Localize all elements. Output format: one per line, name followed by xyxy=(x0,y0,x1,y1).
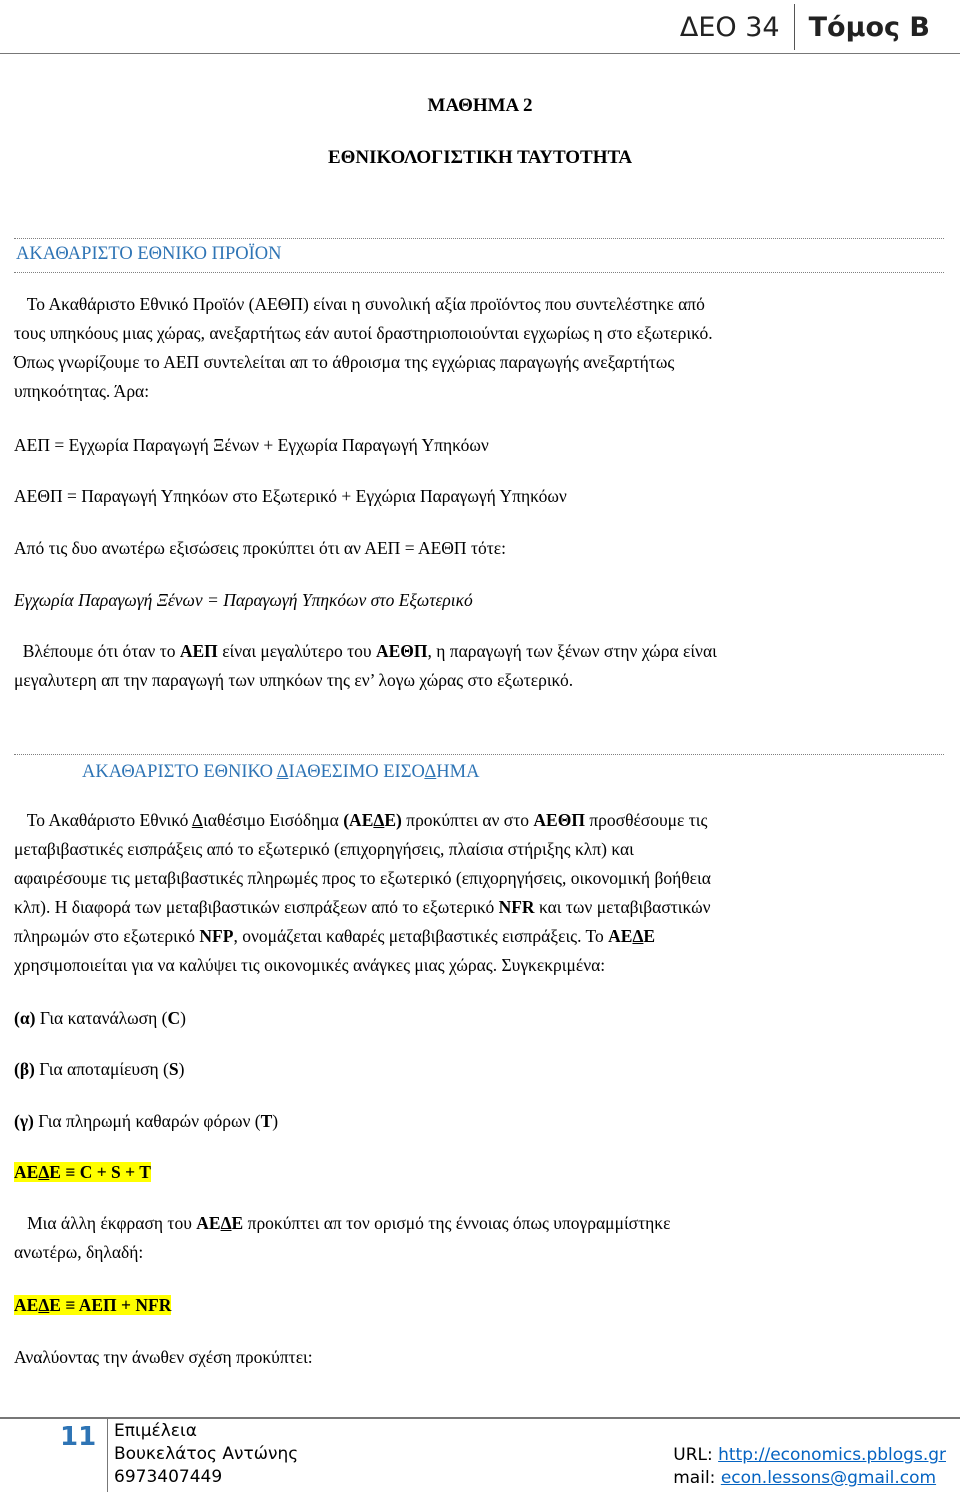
item-label: (β) xyxy=(14,1059,35,1079)
item-symbol: C xyxy=(167,1008,181,1028)
section1-paragraph xyxy=(14,290,944,406)
footer-contact-block xyxy=(673,1444,946,1490)
text-span: ΑΕ xyxy=(608,926,633,946)
text-span: Ε xyxy=(231,1213,244,1233)
section1-paragraph2 xyxy=(14,637,944,695)
underlined-letter: Δ xyxy=(38,1162,50,1182)
text-line: Όπως γνωρίζουμε το ΑΕΠ συντελείται απ το άθροισμα της εγχώριας παραγωγής ανεξαρτήτως xyxy=(14,352,675,372)
text-span: Για πληρωμή καθαρών φόρων ( xyxy=(33,1111,261,1131)
underlined-letter: Δ xyxy=(220,1213,232,1233)
text-line xyxy=(14,922,944,951)
bold-term xyxy=(608,926,655,946)
text-span: , ονομάζεται καθαρές μεταβιβαστικές εισπράξεις. Το xyxy=(233,926,609,946)
text-span: προσθέσουμε τις xyxy=(584,810,708,830)
text-span: Ε ≡ ΑΕΠ + NFR xyxy=(49,1295,172,1315)
equation-conclusion: Από τις δυο ανωτέρω εξισώσεις προκύπτει ότι αν ΑΕΠ = ΑΕΘΠ τότε: xyxy=(14,538,506,558)
item-label: (α) xyxy=(14,1008,36,1028)
section2-paragraph xyxy=(14,806,944,980)
author-phone: 6973407449 xyxy=(114,1467,223,1487)
heading-underlined: Δ xyxy=(276,762,289,782)
highlighted-formula xyxy=(14,1162,151,1182)
text-span: είναι μεγαλύτερο του xyxy=(217,641,376,661)
list-item xyxy=(14,1107,944,1136)
equation-gdp: ΑΕΠ = Εγχωρία Παραγωγή Ξένων + Εγχωρία Παραγωγή Υπηκόων xyxy=(14,435,489,455)
text-line: μεταβιβαστικές εισπράξεις από το εξωτερικό (επιχορηγήσεις, πλαίσια στήριξης κλπ) και xyxy=(14,839,634,859)
text-line: υπηκοότητας. Άρα: xyxy=(14,381,150,401)
page-header xyxy=(680,0,960,54)
url-label: URL: xyxy=(673,1445,719,1465)
list-item xyxy=(14,1004,944,1033)
volume-label: Τόμος Β xyxy=(808,11,930,43)
text-span: πληρωμών στο εξωτερικό xyxy=(14,926,200,946)
text-line: ανωτέρω, δηλαδή: xyxy=(14,1242,144,1262)
text-span: ΑΕ xyxy=(14,1162,39,1182)
section1-heading: ΑΚΑΘΑΡΙΣΤΟ ΕΘΝΙΚΟ ΠΡΟΪΟΝ xyxy=(16,244,282,264)
text-span: προκύπτει απ τον ορισμό της έννοιας όπως υπογραμμίστηκε xyxy=(243,1213,671,1233)
text-line xyxy=(14,893,944,922)
formula-identity-1 xyxy=(14,1158,944,1187)
closing-line: Αναλύοντας την άνωθεν σχέση προκύπτει: xyxy=(14,1347,313,1367)
footer-rule xyxy=(0,1417,960,1419)
item-symbol: S xyxy=(168,1059,179,1079)
text-span: Ε) xyxy=(384,810,402,830)
author-name: Βουκελάτος Αντώνης xyxy=(114,1444,299,1464)
section1-bottom-rule xyxy=(14,272,944,273)
underlined-letter: Δ xyxy=(191,810,204,830)
text-span: κλπ). Η διαφορά των μεταβιβαστικών εισπράξεων από το εξωτερικό xyxy=(14,897,499,917)
text-span: Μια άλλη έκφραση του xyxy=(14,1213,197,1233)
text-line: τους υπηκόους μιας χώρας, ανεξαρτήτως εάν αυτοί δραστηριοποιούνται εγχωρίως η στο εξωτερικό. xyxy=(14,323,713,343)
text-span: Ε xyxy=(643,926,656,946)
course-code: ΔΕΟ 34 xyxy=(679,11,780,43)
item-symbol: T xyxy=(260,1111,273,1131)
text-line: αφαιρέσουμε τις μεταβιβαστικές πληρωμές προς το εξωτερικό (επιχορηγήσεις, οικονομική βοήθεια xyxy=(14,868,711,888)
text-span: ) xyxy=(180,1008,186,1028)
text-line xyxy=(14,1209,944,1238)
care-label: Επιμέλεια xyxy=(114,1421,197,1441)
list-item xyxy=(14,1055,944,1084)
text-span: ΑΕ xyxy=(14,1295,39,1315)
underlined-letter: Δ xyxy=(38,1295,50,1315)
footer-separator xyxy=(107,1419,108,1492)
section1-top-rule xyxy=(14,238,944,239)
url-line xyxy=(673,1444,946,1467)
text-span: και των μεταβιβαστικών xyxy=(534,897,711,917)
text-line: χρησιμοποιείται για να καλύψει τις οικονομικές ανάγκες μιας χώρας. Συγκεκριμένα: xyxy=(14,955,606,975)
item-label: (γ) xyxy=(14,1111,34,1131)
footer-author-block xyxy=(114,1420,298,1489)
lesson-number: ΜΑΘΗΜΑ 2 xyxy=(427,95,533,116)
mail-link[interactable]: econ.lessons@gmail.com xyxy=(720,1468,937,1488)
text-span: , η παραγωγή των ξένων στην χώρα είναι xyxy=(427,641,717,661)
heading-text: ΗΜΑ xyxy=(436,762,480,782)
text-span: ιαθέσιμο Εισόδημα xyxy=(203,810,344,830)
mail-label: mail: xyxy=(673,1468,721,1488)
text-span: Για κατανάλωση ( xyxy=(35,1008,168,1028)
equation-gnp: ΑΕΘΠ = Παραγωγή Υπηκόων στο Εξωτερικό + Εγχώρια Παραγωγή Υπηκόων xyxy=(14,486,567,506)
text-span: Για αποταμίευση ( xyxy=(34,1059,169,1079)
text-span: Το Ακαθάριστο Εθνικό xyxy=(14,810,192,830)
section2-heading xyxy=(82,762,479,783)
heading-underlined: Δ xyxy=(424,762,437,782)
text-span: Ε ≡ C + S + T xyxy=(49,1162,151,1182)
page-number: 11 xyxy=(60,1422,97,1452)
bold-term: NFR xyxy=(498,897,535,917)
bold-term: NFP xyxy=(199,926,234,946)
mail-line xyxy=(673,1467,946,1490)
equation-result: Εγχωρία Παραγωγή Ξένων = Παραγωγή Υπηκόων στο Εξωτερικό xyxy=(14,590,473,610)
text-line: Το Ακαθάριστο Εθνικό Προϊόν (ΑΕΘΠ) είναι η συνολική αξία προϊόντος που συντελέστηκε από xyxy=(14,294,705,314)
text-line xyxy=(14,637,944,666)
text-line xyxy=(14,806,944,835)
section2-top-rule xyxy=(14,754,944,755)
text-span: ) xyxy=(178,1059,185,1079)
header-rule xyxy=(0,53,960,54)
text-span: προκύπτει αν στο xyxy=(401,810,534,830)
text-line: μεγαλυτερη απ την παραγωγή των υπηκόων της εν’ λογω χώρας στο εξωτερικό. xyxy=(14,670,574,690)
url-link[interactable]: http://economics.pblogs.gr xyxy=(718,1445,946,1465)
underlined-letter: Δ xyxy=(632,926,644,946)
heading-text: ΙΑΘΕΣΙΜΟ ΕΙΣΟ xyxy=(288,762,425,782)
bold-term: ΑΕΘΠ xyxy=(533,810,585,830)
text-span: (ΑΕ xyxy=(343,810,374,830)
formula-identity-2 xyxy=(14,1291,944,1320)
bold-term: ΑΕΠ xyxy=(179,641,218,661)
section2-paragraph2 xyxy=(14,1209,944,1267)
heading-text: ΑΚΑΘΑΡΙΣΤΟ ΕΘΝΙΚΟ xyxy=(82,762,277,782)
underlined-letter: Δ xyxy=(373,810,385,830)
bold-term: ΑΕΘΠ xyxy=(375,641,428,661)
bold-term xyxy=(196,1213,243,1233)
text-span: Βλέπουμε ότι όταν το xyxy=(14,641,180,661)
bold-term xyxy=(343,810,402,830)
text-span: ) xyxy=(272,1111,279,1131)
highlighted-formula xyxy=(14,1295,171,1315)
lesson-subtitle: ΕΘΝΙΚΟΛΟΓΙΣΤΙΚΗ ΤΑΥΤΟΤΗΤΑ xyxy=(327,147,633,168)
text-span: ΑΕ xyxy=(196,1213,221,1233)
